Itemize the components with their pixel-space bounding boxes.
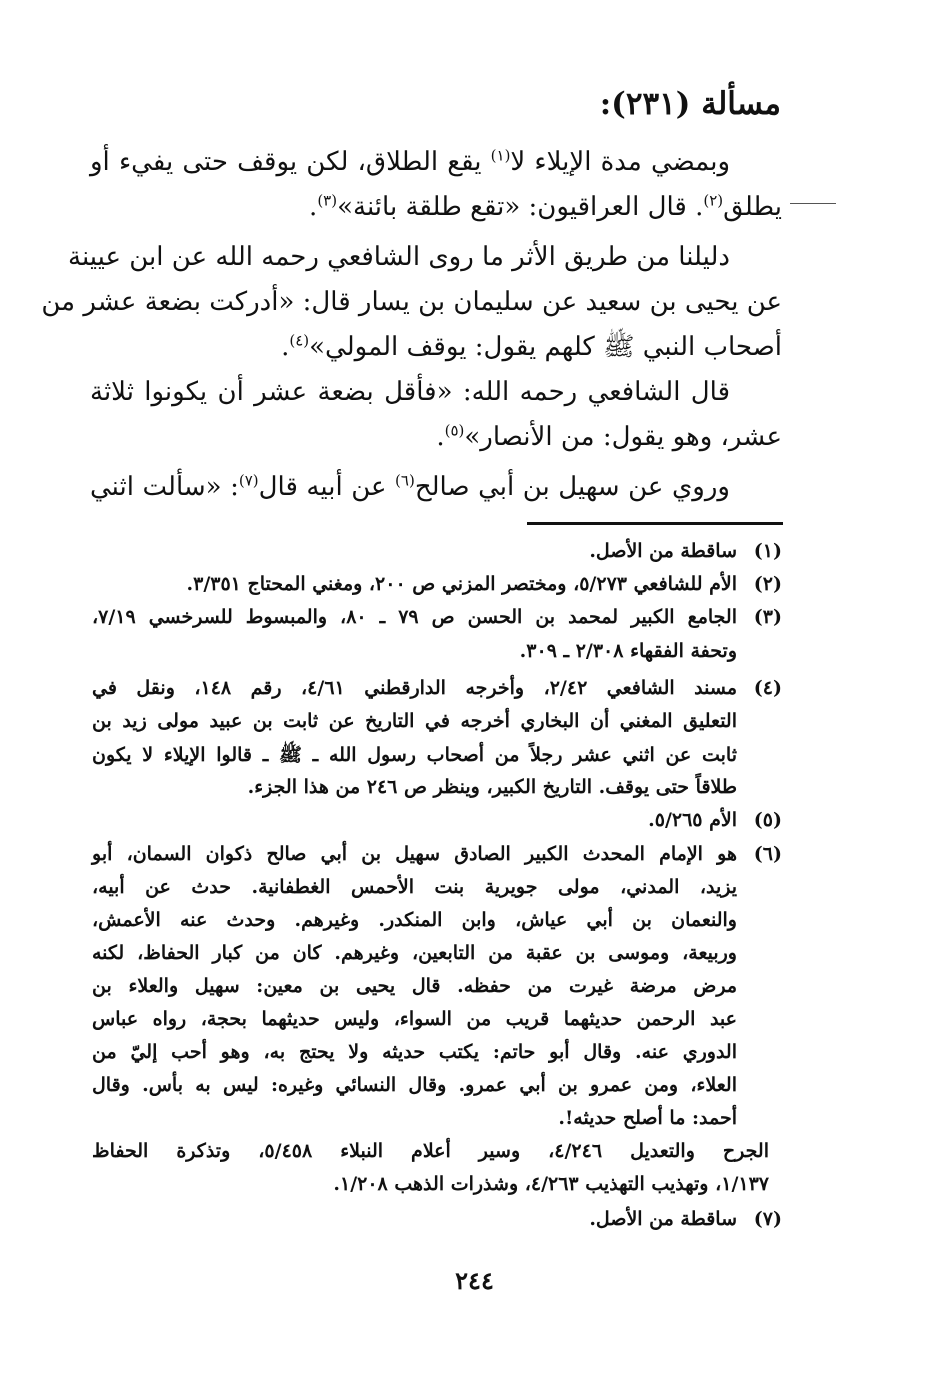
- footnote-ref: (٣): [317, 191, 338, 210]
- footnote-text: أحمد: ما أصلح حديثه!.: [558, 1107, 737, 1129]
- footnote-text: وربيعة، وموسى بن عقبة من التابعين، وغيرهم. كان من كبار الحفاظ، لكنه: [92, 942, 737, 964]
- text-span: قال الشافعي رحمه الله: «فأقل بضعة عشر أن يكونوا ثلاثة: [90, 377, 730, 407]
- footnote-number: (١): [753, 540, 782, 562]
- footnote-text: ١/١٣٧، وتهذيب التهذيب ٤/٢٦٣، وشذرات الذهب ١/٢٠٨.: [333, 1173, 769, 1195]
- footnote-text: طلاقاً حتى يوقف. التاريخ الكبير، وينظر ص ٢٤٦ من هذا الجزء.: [247, 776, 737, 798]
- footnote-text: ساقطة من الأصل.: [589, 540, 737, 562]
- footnote-number: (٣): [753, 606, 782, 628]
- footnote-number: (٦): [753, 843, 782, 865]
- footnote-number: (٥): [753, 809, 782, 831]
- footnote-text: والنعمان بن أبي عياش، وابن المنكدر. وغيرهم. وحدث عنه الأعمش،: [92, 909, 737, 931]
- text-span: عشر، وهو يقول: من الأنصار»: [464, 422, 782, 452]
- footnote-number: (٤): [753, 677, 782, 699]
- footnote-ref: (٢): [703, 191, 724, 210]
- issue-heading: مسألة (٢٣١):: [599, 86, 781, 122]
- footnote-text: التعليق المغني أن البخاري أخرجه في التاريخ عن ثابت بن عبيد مولى زيد بن: [92, 710, 737, 732]
- footnote-text: الجرح والتعديل ٤/٢٤٦، وسير أعلام النبلاء ٥/٤٥٨، وتذكرة الحفاظ: [92, 1140, 769, 1162]
- footnote-ref: (٧): [238, 471, 259, 490]
- text-span: .: [281, 332, 290, 362]
- footnote-text: مرض مرضة غيرت من حفظه. قال يحيى بن معين: سهيل والعلاء بن: [92, 975, 737, 997]
- footnote-text: هو الإمام المحدث الكبير الصادق سهيل بن أبي صالح ذكوان السمان، أبو: [92, 843, 737, 865]
- footnote-number: (٧): [753, 1208, 782, 1230]
- text-span: وروي عن سهيل بن أبي صالح: [414, 472, 730, 502]
- text-span: عن يحيى بن سعيد عن سليمان بن يسار قال: «أدركت بضعة عشر من: [41, 287, 782, 317]
- text-span: دليلنا من طريق الأثر ما روى الشافعي رحمه الله عن ابن عيينة: [68, 242, 730, 272]
- text-span: يقع الطلاق، لكن يوقف حتى يفيء أو: [90, 147, 491, 177]
- footnote-ref: (٥): [444, 421, 465, 440]
- text-span: . قال العراقيون: «تقع طلقة بائنة»: [337, 192, 704, 222]
- footnote-ref: (٦): [395, 471, 415, 490]
- footnote-text: ثابت عن اثني عشر رجلاً من أصحاب رسول الله ـ ﷺ ـ قالوا الإيلاء لا يكون: [92, 744, 737, 766]
- footnote-text: الجامع الكبير لمحمد بن الحسن ص ٧٩ ـ ٨٠، والمبسوط للسرخسي ٧/١٩،: [92, 606, 738, 628]
- footnote-text: العلاء، ومن عمرو بن أبي عمرو. وقال النسائي وغيره: ليس به بأس. وقال: [92, 1074, 737, 1096]
- footnote-text: ساقطة من الأصل.: [589, 1208, 737, 1230]
- text-span: عن أبيه قال: [258, 472, 396, 502]
- footnote-number: (٢): [753, 573, 782, 595]
- footnote-text: وتحفة الفقهاء ٢/٣٠٨ ـ ٣٠٩.: [519, 640, 737, 662]
- text-span: يطلق: [723, 192, 782, 222]
- footnote-ref: (٤): [289, 331, 310, 350]
- footnote-text: يزيد، المدني، مولى جويرية بنت الأحمس الغطفانية. حدث عن أبيه،: [92, 876, 737, 898]
- footnote-text: الأم ٥/٢٦٥.: [648, 809, 737, 831]
- footnote-text: الدوري عنه. وقال أبو حاتم: يكتب حديثه ولا يحتج به، وهو أحب إليّ من: [92, 1041, 737, 1063]
- footnote-text: عبد الرحمن حديثهما قريب من السواء، وليس حديثهما بحجة، رواه عباس: [92, 1008, 737, 1030]
- footnote-text: الأم للشافعي ٥/٢٧٣، ومختصر المزني ص ٢٠٠، ومغني المحتاج ٣/٣٥١.: [186, 573, 737, 595]
- text-span: : «سألت اثني: [90, 472, 239, 502]
- text-span: .: [309, 192, 318, 222]
- text-span: أصحاب النبي ﷺ كلهم يقول: يوقف المولي»: [309, 332, 782, 362]
- footnote-ref: (١): [490, 146, 511, 165]
- footnote-text: مسند الشافعي ٢/٤٢، وأخرجه الدارقطني ٤/٦١، رقم ١٤٨، ونقل في: [92, 677, 737, 699]
- text-span: .: [436, 422, 445, 452]
- text-span: وبمضي مدة الإيلاء لا: [510, 147, 730, 177]
- page-number: ٢٤٤: [455, 1266, 494, 1295]
